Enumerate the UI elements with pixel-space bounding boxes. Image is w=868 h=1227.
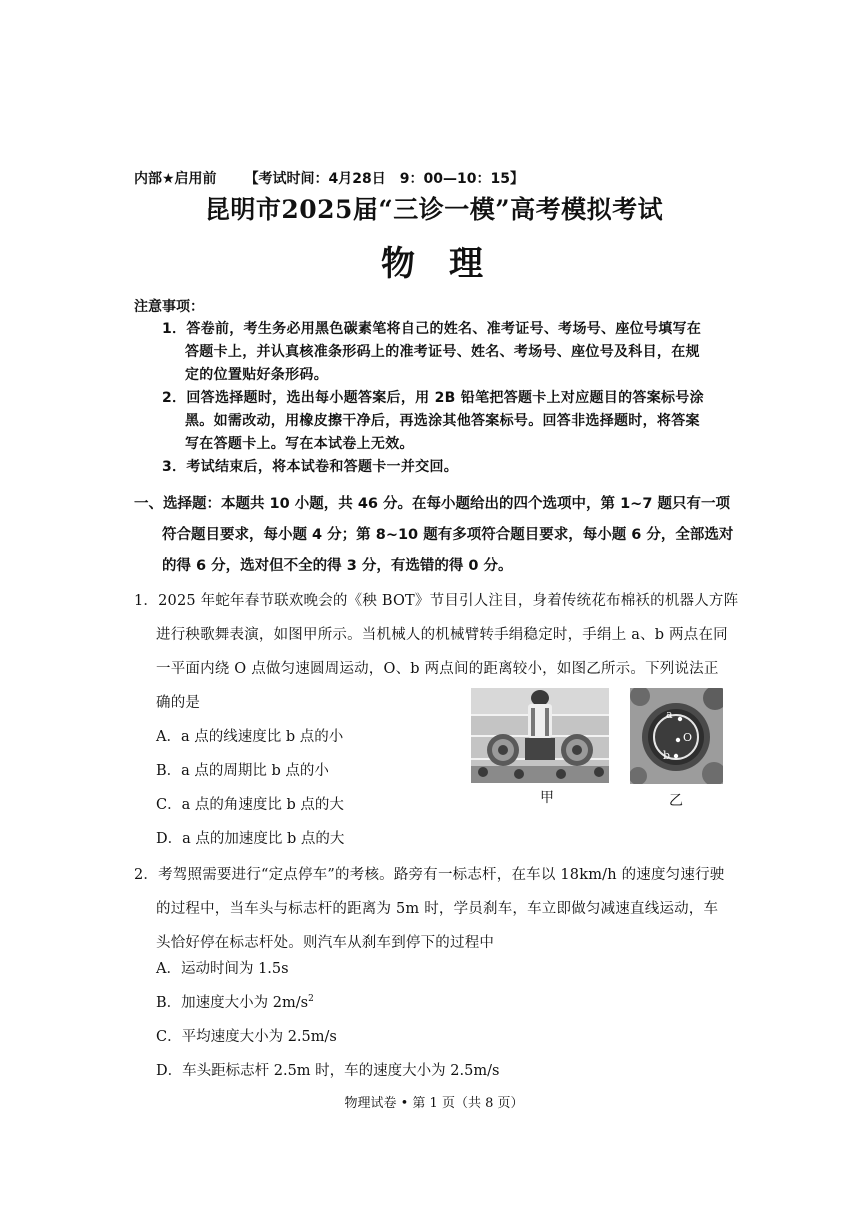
secret-label: 内部★启用前 (134, 171, 217, 187)
notice-line: 1．答卷前，考生务必用黑色碳素笔将自己的姓名、准考证号、考场号、座位号填写在 (162, 321, 702, 337)
option-b-superscript: 2 (308, 994, 314, 1005)
question-2-option-c: C．平均速度大小为 2.5m/s (156, 1029, 337, 1045)
point-o-dot (676, 738, 680, 742)
label-a: a (666, 708, 673, 721)
page-footer: 物理试卷 • 第 1 页（共 8 页） (344, 1096, 524, 1111)
point-a-dot (678, 717, 682, 721)
notice-line: 3．考试结束后，将本试卷和答题卡一并交回。 (162, 459, 459, 475)
notice-title: 注意事项： (134, 299, 204, 315)
section-instructions: 的得 6 分，选对但不全的得 3 分，有选错的得 0 分。 (162, 558, 513, 574)
robot-photo-image (471, 688, 609, 783)
figure-robot-photo (471, 688, 609, 783)
point-b-dot (674, 754, 678, 758)
question-2-option-a: A．运动时间为 1.5s (156, 961, 289, 977)
question-2-stem: 2．考驾照需要进行“定点停车”的考核。路旁有一标志杆，在车以 18km/h 的速度匀速行驶 (134, 867, 725, 883)
figure-caption-jia: 甲 (540, 790, 554, 806)
exam-time: 【考试时间：4月28日 9：00—10：15】 (244, 171, 524, 187)
question-2-stem: 的过程中，当车头与标志杆的距离为 5m 时，学员刹车，车立即做匀减速直线运动，车 (156, 901, 719, 917)
exam-header (134, 168, 524, 188)
section-instructions: 符合题目要求，每小题 4 分；第 8~10 题有多项符合题目要求，每小题 6 分，全部选对 (162, 527, 734, 543)
handkerchief-diagram (630, 688, 723, 784)
question-1-stem: 进行秧歌舞表演，如图甲所示。当机械人的机械臂转手绢稳定时，手绢上 a、b 两点在同 (156, 627, 728, 643)
question-1-option-d: D．a 点的加速度比 b 点的大 (156, 831, 345, 847)
question-1-option-b: B．a 点的周期比 b 点的小 (156, 763, 329, 779)
question-1-option-c: C．a 点的角速度比 b 点的大 (156, 797, 344, 813)
figure-caption-yi: 乙 (669, 793, 683, 809)
notice-line: 定的位置贴好条形码。 (185, 367, 328, 383)
exam-title: 昆明市2025届“三诊一模”高考模拟考试 (204, 195, 664, 224)
notice-line: 写在答题卡上。写在本试卷上无效。 (185, 436, 414, 452)
label-b: b (663, 749, 671, 762)
question-1-stem: 确的是 (156, 695, 201, 711)
notice-line: 2．回答选择题时，选出每小题答案后，用 2B 铅笔把答题卡上对应题目的答案标号涂 (162, 390, 704, 406)
notice-line: 答题卡上，并认真核准条形码上的准考证号、姓名、考场号、座位号及科目，在规 (185, 344, 700, 360)
figure-handkerchief (630, 688, 723, 784)
question-2-option-b (156, 991, 314, 1012)
question-1-stem: 1．2025 年蛇年春节联欢晚会的《秧 BOT》节目引人注目，身着传统花布棉袄的机器人方阵 (134, 593, 739, 609)
notice-line: 黑。如需改动，用橡皮擦干净后，再选涂其他答案标号。回答非选择题时，将答案 (185, 413, 700, 429)
question-2-stem: 头恰好停在标志杆处。则汽车从刹车到停下的过程中 (156, 935, 495, 951)
question-1-stem: 一平面内绕 O 点做匀速圆周运动，O、b 两点间的距离较小，如图乙所示。下列说法正 (156, 661, 719, 677)
option-b-text: B．加速度大小为 2m/s (156, 995, 309, 1011)
question-1-option-a: A．a 点的线速度比 b 点的小 (156, 729, 344, 745)
section-instructions: 一、选择题：本题共 10 小题，共 46 分。在每小题给出的四个选项中，第 1~7 题只有一项 (134, 496, 730, 512)
question-2-option-d: D．车头距标志杆 2.5m 时，车的速度大小为 2.5m/s (156, 1063, 500, 1079)
label-o: O (683, 731, 693, 744)
subject-title: 物理 (381, 244, 517, 284)
